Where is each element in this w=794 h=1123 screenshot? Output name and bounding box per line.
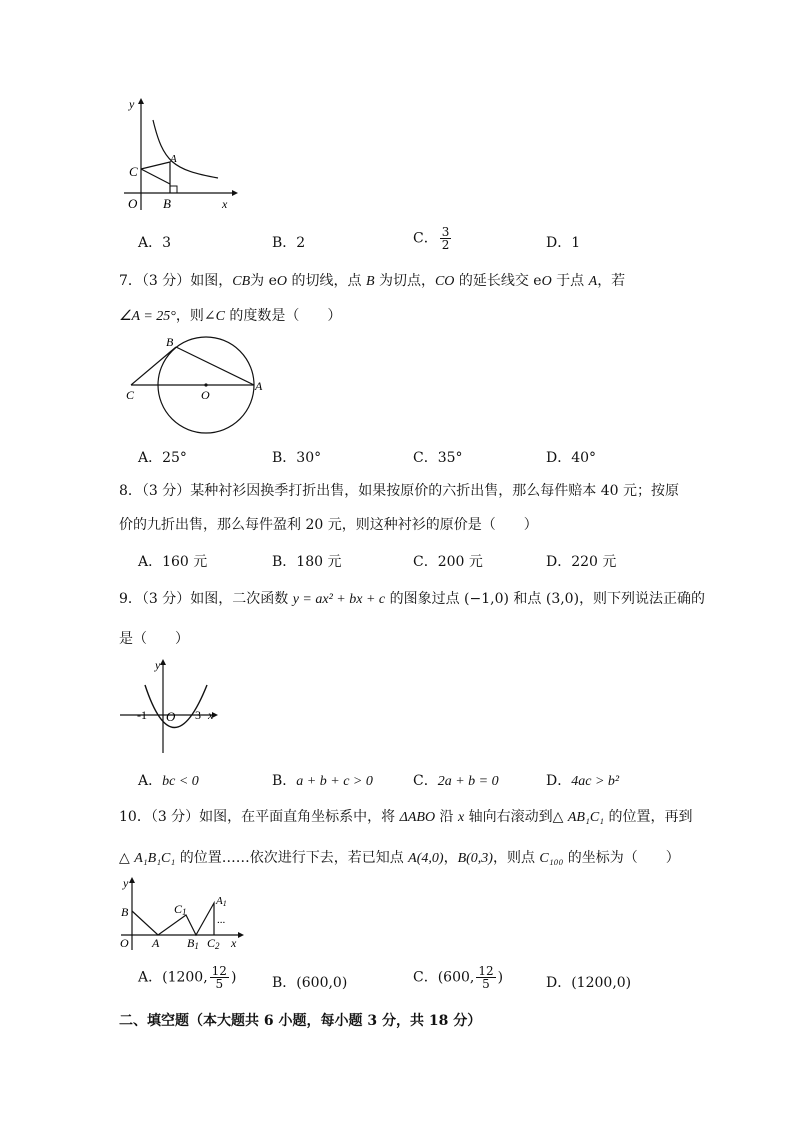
q6-a-label: A: [170, 153, 177, 165]
q10-stem-line1: 10．（3 分）如图，在平面直角坐标系中，将 ΔABO 沿 x 轴向右滚动到△ AB₁C₁ 的位置，再到: [119, 809, 693, 825]
q6-option-a[interactable]: A．3: [138, 235, 172, 251]
q7-option-a[interactable]: A．25°: [138, 450, 187, 466]
q10-a1-label: A1: [216, 895, 227, 908]
q10-option-c-fraction: $\frac{12}{5}$: [478, 964, 494, 991]
q6-option-c-label: C．: [413, 230, 438, 247]
q8-option-c[interactable]: C．200 元: [413, 554, 483, 570]
q9-origin-label: O: [166, 709, 176, 724]
q6-option-c[interactable]: [413, 226, 453, 251]
q7-option-c[interactable]: C．35°: [413, 450, 463, 466]
q9-three-label: 3: [195, 708, 201, 722]
q10-option-b[interactable]: B．(600,0): [272, 975, 348, 991]
q6-c-label: C: [129, 164, 138, 179]
q10-c1-label: C1: [174, 902, 187, 917]
q6-option-b[interactable]: B．2: [272, 235, 306, 251]
q9-option-a[interactable]: A．bc < 0: [138, 773, 199, 789]
q10-option-c[interactable]: C．(600, $\frac{12}{5}$ ): [413, 964, 504, 991]
q10-option-a[interactable]: A．(1200, $\frac{12}{5}$ ): [138, 964, 237, 991]
q6-origin-label: O: [128, 196, 138, 211]
q9-option-c[interactable]: C．2a + b = 0: [413, 773, 499, 789]
q10-c2-label: C2: [207, 936, 220, 951]
q7-option-b[interactable]: B．30°: [272, 450, 322, 466]
q7-a-label: A: [255, 379, 263, 393]
q7-circle-figure: [118, 330, 268, 440]
q10-option-d[interactable]: D．(1200,0): [546, 975, 632, 991]
q9-neg1-label: -1: [137, 708, 147, 722]
q8-stem-line2: 价的九折出售，那么每件盈利 20 元，则这种衬衫的原价是（ ）: [119, 517, 538, 533]
q9-stem-line2: 是（ ）: [119, 631, 189, 647]
q8-stem-line1: 8．（3 分）某种衬衫因换季打折出售，如果按原价的六折出售，那么每件赔本 40 元；按原: [119, 483, 679, 499]
q10-b-label: B: [121, 905, 129, 919]
q8-option-d[interactable]: D．220 元: [546, 554, 617, 570]
q6-option-d[interactable]: D．1: [546, 235, 581, 251]
q10-option-a-fraction: $\frac{12}{5}$: [211, 964, 227, 991]
q9-x-label: x: [208, 708, 214, 722]
q7-o-label: O: [201, 388, 210, 402]
q6-b-label: B: [163, 196, 171, 211]
q6-option-c-fraction: $\frac{3}{2}$: [441, 225, 450, 252]
q9-option-d[interactable]: D．4ac > b²: [546, 773, 620, 789]
q9-stem-line1: 9．（3 分）如图，二次函数 y = ax² + bx + c 的图象过点 (−1,0) 和点 (3,0)，则下列说法正确的: [119, 591, 706, 607]
q10-x-label: x: [231, 936, 237, 950]
q6-y-label: y: [129, 97, 135, 111]
q7-b-label: B: [166, 335, 174, 349]
q6-x-label: x: [222, 197, 228, 211]
q7-c-label: C: [126, 388, 135, 402]
section-2-heading: 二、填空题（本大题共 6 小题，每小题 3 分，共 18 分）: [119, 1013, 482, 1029]
q10-b1-label: B1: [187, 936, 199, 951]
q9-parabola-figure: [118, 655, 228, 757]
q10-stem-line2: △ A₁B₁C₁ 的位置……依次进行下去，若已知点 A(4,0)，B(0,3)，则点 C₁₀₀ 的坐标为（ ）: [119, 850, 680, 866]
q10-y-label: y: [123, 876, 129, 890]
q8-option-a[interactable]: A．160 元: [138, 554, 208, 570]
q10-o-label: O: [120, 936, 129, 950]
q10-dots: ...: [217, 914, 226, 926]
q8-option-b[interactable]: B．180 元: [272, 554, 342, 570]
q9-y-label: y: [155, 658, 161, 672]
q10-a-label: A: [152, 936, 160, 950]
q7-option-d[interactable]: D．40°: [546, 450, 597, 466]
q6-figure: [118, 92, 243, 212]
q9-option-b[interactable]: B．a + b + c > 0: [272, 773, 373, 789]
q7-stem-line1: 7．（3 分）如图，CB为 eO 的切线，点 B 为切点，CO 的延长线交 eO 于点 A，若: [119, 273, 626, 289]
q10-rolling-figure: [118, 875, 248, 955]
q7-stem-line2: ∠A = 25°，则∠C 的度数是（ ）: [119, 308, 342, 324]
